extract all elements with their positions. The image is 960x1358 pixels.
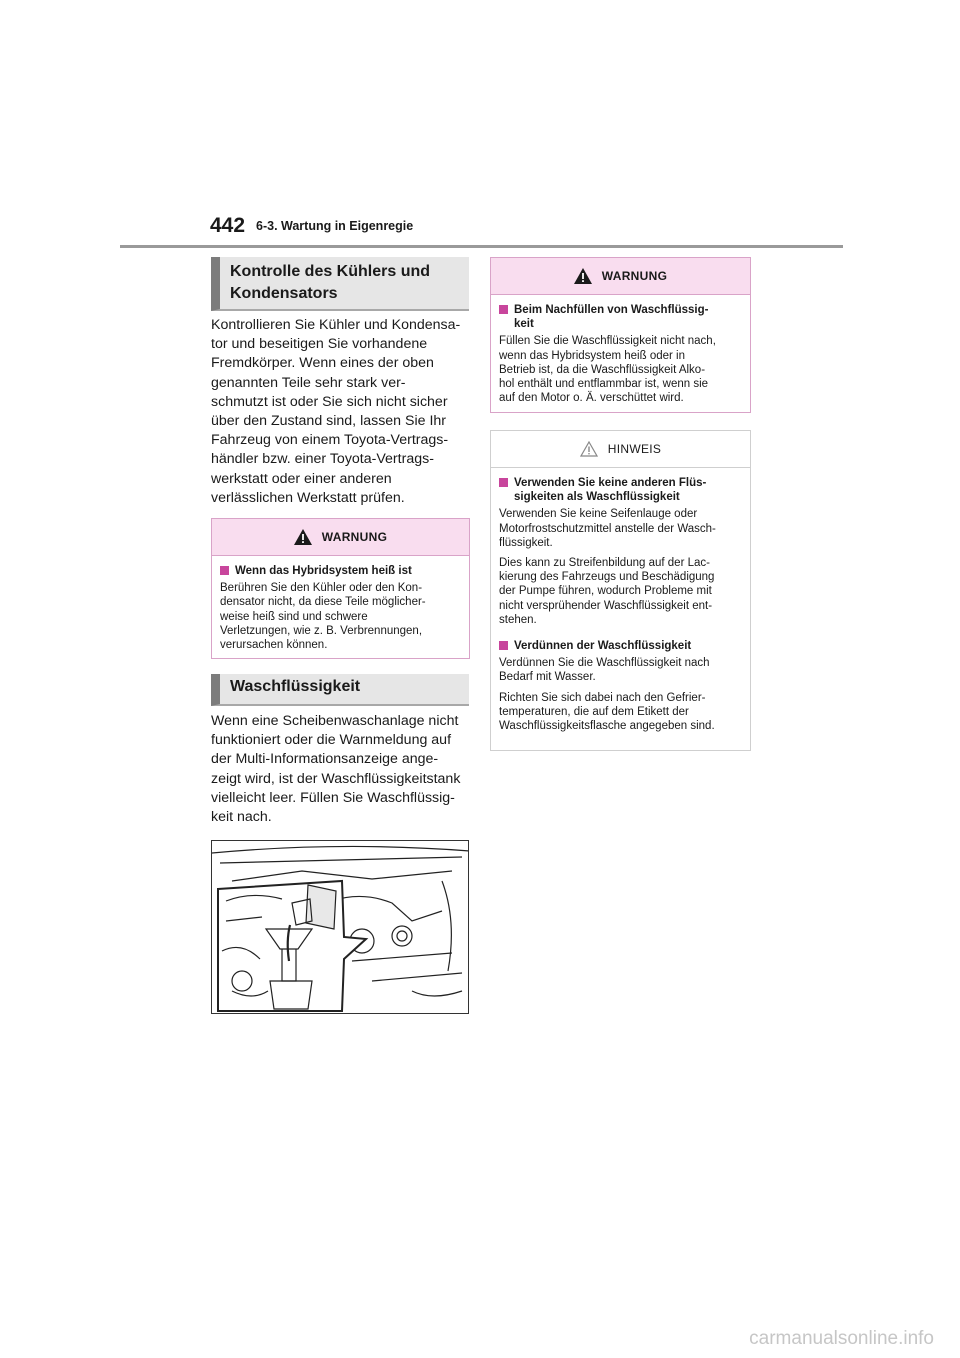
warning-item-title xyxy=(499,303,742,331)
text-line: Betrieb ist, da die Waschflüssigkeit Alko- xyxy=(499,363,706,376)
warning-item-title-text xyxy=(514,303,708,331)
text-line: Berühren Sie den Kühler oder den Kon- xyxy=(220,582,423,595)
text-line: Fahrzeug von einem Toyota-Vertrags- xyxy=(211,432,449,449)
text-line: funktioniert oder die Warnmeldung auf xyxy=(211,732,452,749)
text-line: werkstatt oder einer anderen xyxy=(211,470,392,487)
note-item-text xyxy=(499,691,742,734)
bullet-square-icon xyxy=(499,305,508,314)
warning-item-text xyxy=(220,581,461,652)
warning-triangle-icon xyxy=(574,268,592,284)
note-item-text xyxy=(499,556,742,627)
bullet-square-icon xyxy=(499,641,508,650)
text-line: Verwenden Sie keine anderen Flüs- xyxy=(514,477,707,489)
text-line: Waschflüssigkeitsflasche angegeben sind. xyxy=(499,720,715,733)
note-item-title-text xyxy=(514,476,706,504)
text-line: temperaturen, die auf dem Etikett der xyxy=(499,705,689,718)
text-line: Richten Sie sich dabei nach den Gefrier- xyxy=(499,691,706,704)
text-line: schmutzt ist oder Sie sich nicht sicher xyxy=(211,393,448,410)
note-header xyxy=(491,431,750,468)
text-line: kierung des Fahrzeugs und Beschädigung xyxy=(499,571,715,584)
warning-label: WARNUNG xyxy=(601,269,668,283)
text-line: nicht versprühender Waschflüssigkeit ent- xyxy=(499,599,713,612)
text-line: genannten Teile sehr stark ver- xyxy=(211,374,406,391)
text-line: Wenn eine Scheibenwaschanlage nicht xyxy=(211,713,459,729)
text-line: verursachen können. xyxy=(220,639,328,652)
caution-triangle-icon xyxy=(580,441,598,457)
warning-triangle-icon xyxy=(294,529,312,545)
text-line: der Pumpe führen, wodurch Probleme mit xyxy=(499,585,712,598)
section-heading-radiator xyxy=(211,257,469,311)
text-line: weise heiß sind und schwere xyxy=(220,610,368,623)
text-line: über den Zustand sind, lassen Sie Ihr xyxy=(211,413,447,430)
text-line: Bedarf mit Wasser. xyxy=(499,671,596,684)
warning-item-title xyxy=(220,564,461,578)
text-line: keit nach. xyxy=(211,809,272,826)
note-label: HINWEIS xyxy=(607,442,662,456)
text-line: auf den Motor o. Ä. verschüttet wird. xyxy=(499,392,684,405)
note-item-text xyxy=(499,656,742,684)
radiator-paragraph xyxy=(211,316,471,508)
warning-label: WARNUNG xyxy=(321,530,388,544)
text-line: densator nicht, da diese Teile möglicher- xyxy=(220,596,426,609)
text-line: Dies kann zu Streifenbildung auf der Lac- xyxy=(499,557,710,570)
text-line: zeigt wird, ist der Waschflüssigkeitstank xyxy=(211,770,461,787)
text-line: wenn das Hybridsystem heiß oder in xyxy=(499,349,685,362)
section-heading-line: Kontrolle des Kühlers und xyxy=(230,263,431,280)
text-line: händler bzw. einer Toyota-Vertrags- xyxy=(211,451,434,468)
text-line: Verdünnen Sie die Waschflüssigkeit nach xyxy=(499,657,710,670)
warning-header xyxy=(212,519,469,556)
warning-box-hybrid xyxy=(211,518,470,659)
warning-item-text xyxy=(499,334,742,405)
warning-item-title-text: Wenn das Hybridsystem heiß ist xyxy=(235,565,412,577)
washer-fluid-paragraph xyxy=(211,712,471,827)
washer-refill-drawing xyxy=(212,841,469,1014)
text-line: Verwenden Sie keine Seifenlauge oder xyxy=(499,508,698,521)
header-divider xyxy=(120,245,843,248)
text-line: hol enthält und entflammbar ist, wenn sie xyxy=(499,378,709,391)
text-line: Kontrollieren Sie Kühler und Kondensa- xyxy=(211,317,461,333)
section-heading-line: Kondensators xyxy=(230,285,338,302)
note-box-washer-fluid xyxy=(490,430,751,751)
bullet-square-icon xyxy=(499,478,508,487)
text-line: vielleicht leer. Füllen Sie Waschflüssig- xyxy=(211,789,455,806)
text-line: sigkeiten als Waschflüssigkeit xyxy=(514,491,680,504)
page-number: 442 xyxy=(210,214,246,237)
text-line: stehen. xyxy=(499,613,537,626)
text-line: keit xyxy=(514,318,534,331)
warning-header xyxy=(491,258,750,295)
text-line: Fremdkörper. Wenn eines der oben xyxy=(211,355,434,372)
text-line: flüssigkeit. xyxy=(499,536,553,549)
engine-bay-illustration xyxy=(211,840,469,1014)
chapter-title: 6-3. Wartung in Eigenregie xyxy=(256,219,414,233)
text-line: verlässlichen Werkstatt prüfen. xyxy=(211,489,405,506)
note-item-text xyxy=(499,507,742,550)
section-heading-line: Waschflüssigkeit xyxy=(230,678,361,695)
note-item-title xyxy=(499,476,742,504)
section-heading-washer-fluid xyxy=(211,674,469,706)
note-item-title-text: Verdünnen der Waschflüssigkeit xyxy=(514,640,692,653)
text-line: Motorfrostschutzmittel anstelle der Wasch- xyxy=(499,522,716,535)
watermark: carmanualsonline.info xyxy=(749,1328,934,1349)
text-line: Füllen Sie die Waschflüssigkeit nicht nach, xyxy=(499,335,716,348)
text-line: der Multi-Informationsanzeige ange- xyxy=(211,751,439,768)
warning-box-washer-refill xyxy=(490,257,751,413)
note-item-title xyxy=(499,639,742,653)
bullet-square-icon xyxy=(220,566,229,575)
text-line: Verletzungen, wie z. B. Verbrennungen, xyxy=(220,624,423,637)
text-line: Beim Nachfüllen von Waschflüssig- xyxy=(514,304,709,316)
text-line: tor und beseitigen Sie vorhandene xyxy=(211,336,428,353)
